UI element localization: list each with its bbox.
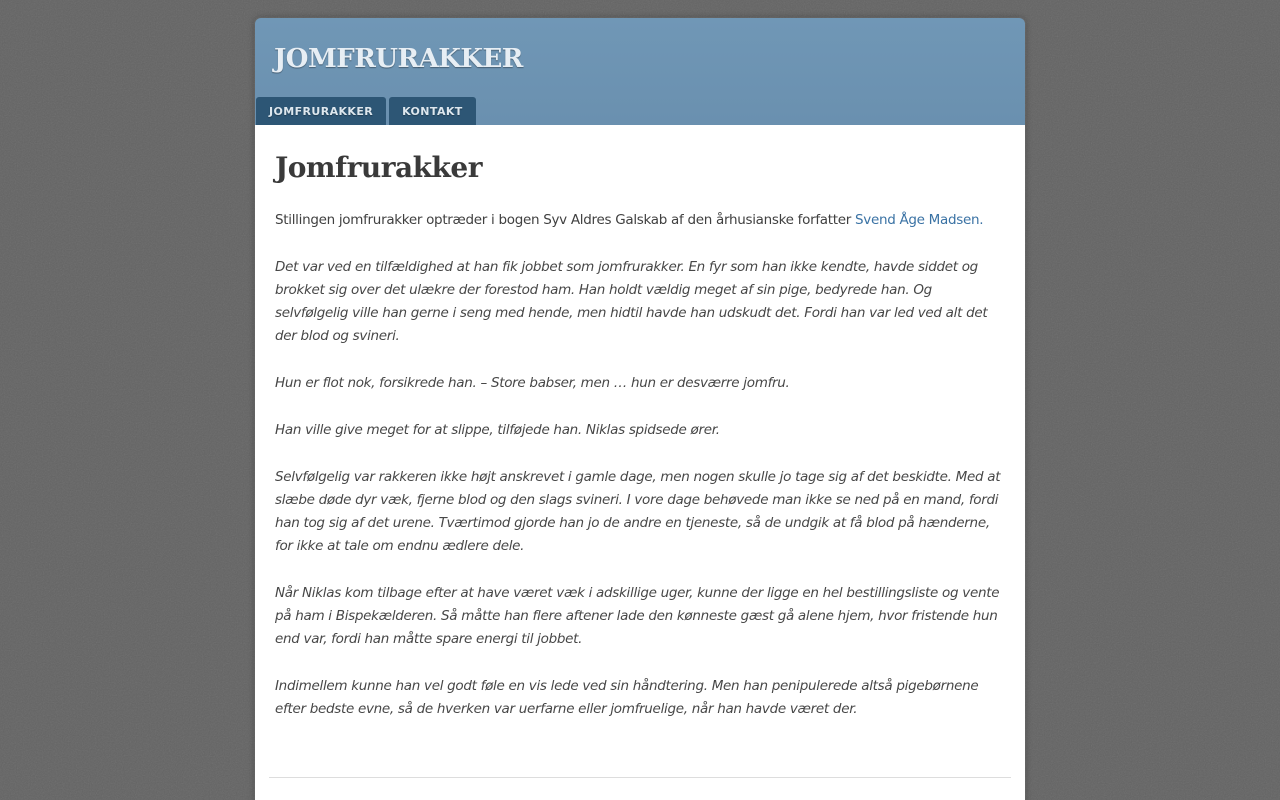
site-header bbox=[255, 18, 1025, 125]
page-title: Jomfrurakker bbox=[275, 151, 482, 185]
quote-paragraph-4: Selvfølgelig var rakkeren ikke højt anskrevet i gamle dage, men nogen skulle jo tage sig af det beskidte. Med at slæbe døde dyr væk, fjerne blod og den slags svineri. I vore dage behøvede man ikke se ned på en mand, fordi han tog sig af det urene. Tværtimod gjorde han jo de andre en tjeneste, så de undgik at få blod på hænderne, for ikke at tale om endnu ædlere dele. bbox=[275, 468, 1001, 554]
quote-paragraph-3: Han ville give meget for at slippe, tilføjede han. Niklas spidsede ører. bbox=[275, 421, 720, 438]
quote-paragraph-1: Det var ved en tilfældighed at han fik jobbet som jomfrurakker. En fyr som han ikke kendte, havde siddet og brokket sig over det ulækre der forestod ham. Han holdt vældig meget af sin pige, bedyrede han. Og selvfølgelig ville han gerne i seng med hende, men hidtil havde han udskudt det. Fordi han var led ved alt det der blod og svineri. bbox=[275, 258, 988, 344]
nav-item-kontakt[interactable]: KONTAKT bbox=[389, 97, 476, 125]
intro-text: Stillingen jomfrurakker optræder i bogen Syv Aldres Galskab af den århusianske forfatter bbox=[275, 211, 855, 228]
quote-paragraph-5: Når Niklas kom tilbage efter at have været væk i adskillige uger, kunne der ligge en hel bestillingsliste og vente på ham i Bispekælderen. Så måtte han flere aftener lade den kønneste gæst gå alene hjem, hvor fristende hun end var, fordi han måtte spare energi til jobbet. bbox=[275, 584, 1000, 647]
quote-paragraph-6: Indimellem kunne han vel godt føle en vis lede ved sin håndtering. Men han penipulerede altså pigebørnene efter bedste evne, så de hverken var uerfarne eller jomfruelige, når han havde været der. bbox=[275, 677, 979, 717]
article-content bbox=[255, 125, 1025, 800]
nav-item-jomfrurakker[interactable]: JOMFRURAKKER bbox=[256, 97, 386, 125]
article-footer-divider bbox=[269, 777, 1011, 778]
intro-paragraph bbox=[275, 209, 1005, 232]
svend-aage-madsen-link[interactable]: Svend Åge Madsen. bbox=[854, 211, 984, 228]
site-title[interactable]: JOMFRURAKKER bbox=[274, 44, 523, 74]
site-container bbox=[255, 18, 1025, 800]
main-navigation bbox=[255, 97, 1025, 125]
quote-paragraph-2: Hun er flot nok, forsikrede han. – Store babser, men … hun er desværre jomfru. bbox=[275, 374, 790, 391]
